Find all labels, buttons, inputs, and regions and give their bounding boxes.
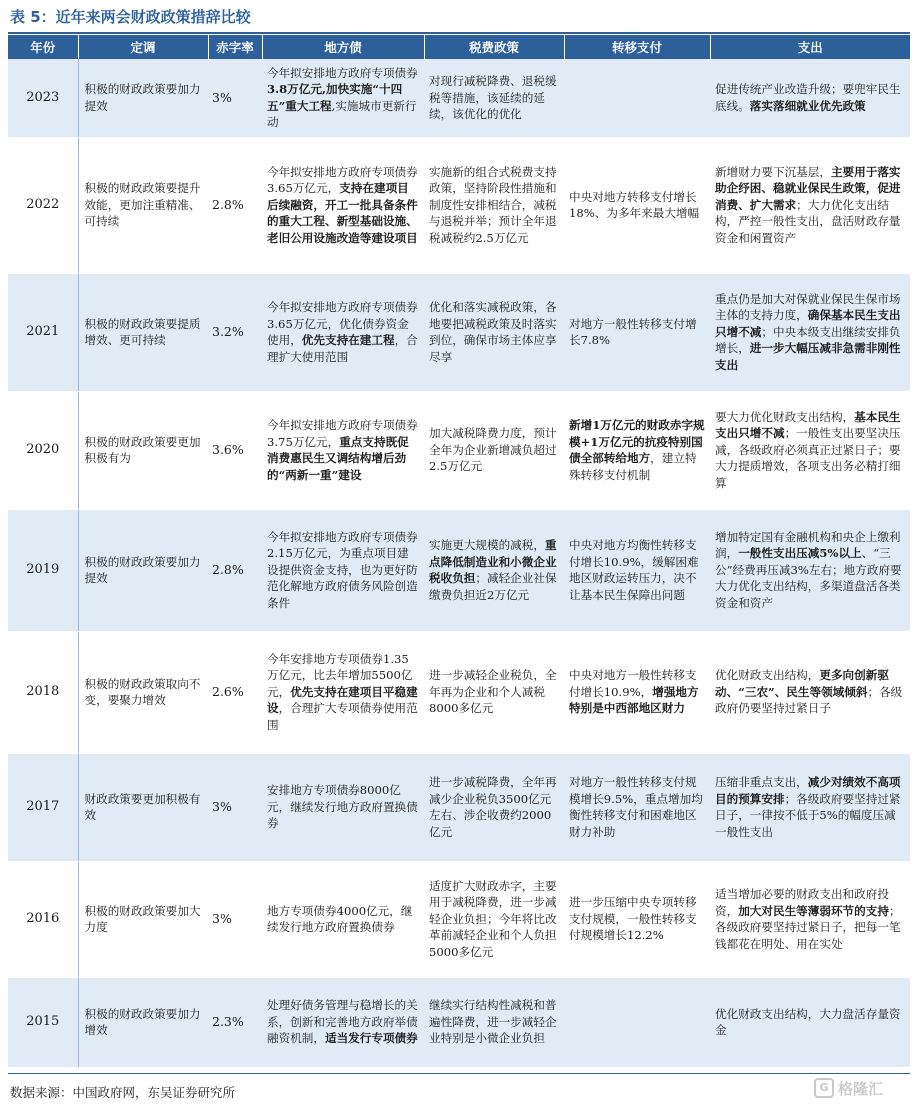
cell-text: 今年拟安排地方政府专项债券3.75万亿元， — [267, 418, 418, 449]
tax-cell — [424, 631, 564, 753]
header-tax-policy: 税费政策 — [424, 35, 564, 59]
emphasis-text: 优先支持在建项目平稳建设 — [267, 684, 418, 716]
local-debt-cell — [262, 977, 424, 1067]
spending-cell — [710, 977, 910, 1067]
emphasis-text: 适当发行专项债券 — [324, 1031, 418, 1046]
cell-text: 地方专项债券4000亿元，继续发行地方政府置换债券 — [267, 903, 413, 934]
cell-text: 新增财力要下沉基层， — [715, 164, 831, 179]
header-row — [8, 35, 910, 59]
emphasis-text: 增强地方特别是中西部地区财力 — [569, 684, 699, 716]
year-cell: 2018 — [8, 631, 78, 753]
header-stance: 定调 — [78, 35, 208, 59]
cell-text: 、“三公”经费再压减3%左右；地方政府要大力优化支出结构，多渠道盘活各类资金和资产 — [715, 546, 902, 610]
cell-text: 加大减税降费力度，预计全年为企业新增减负超过2.5万亿元 — [429, 426, 557, 474]
title-rule — [8, 32, 910, 34]
cell-text: 今年拟安排地方政府专项债券3.65万亿元， — [267, 164, 418, 196]
deficit-rate-cell: 3% — [208, 59, 262, 137]
transfer-cell — [564, 753, 710, 861]
cell-text: 要大力优化财政支出结构， — [715, 409, 855, 424]
header-year: 年份 — [8, 35, 78, 59]
cell-text: 进一步压缩中央专项转移支付规模，一般性转移支付规模增长12.2% — [569, 895, 697, 943]
cell-text: 中央对地方均衡性转移支付增长10.9%，缓解困难地区财政运转压力，决不让基本民生保障出问题 — [569, 538, 699, 602]
tax-cell — [424, 861, 564, 977]
year-cell: 2016 — [8, 861, 78, 977]
deficit-rate-cell: 3% — [208, 861, 262, 977]
transfer-cell — [564, 509, 710, 631]
cell-text: ，建立特殊转移支付机制 — [569, 451, 697, 482]
transfer-cell — [564, 273, 710, 391]
cell-text: 优化财政支出结构， — [715, 668, 820, 683]
table-row — [8, 137, 910, 273]
transfer-cell — [564, 137, 710, 273]
cell-text: 今年拟安排地方政府专项债券2.15万亿元，为重点项目建设提供资金支持，也为更好防范化解地方政府债务风险创造条件 — [267, 529, 418, 610]
emphasis-text: 更多向创新驱动、“三农”、民生等领域倾斜 — [715, 668, 889, 699]
cell-text: ；中央本级支出继续安排负增长， — [715, 324, 901, 356]
cell-text: 促进传统产业改造升级；要兜牢民生底线。 — [715, 82, 901, 113]
spending-cell — [710, 509, 910, 631]
cell-text: ；大力优化支出结构，严控一般性支出，盘活财政存量资金和闲置资产 — [715, 197, 901, 245]
tax-cell — [424, 59, 564, 137]
logo-text: 格隆汇 — [838, 1079, 884, 1098]
cell-text: ；一般性支出要坚决压减，各级政府必须真正过紧日子；要大力提质增效，各项支出务必精打细算 — [715, 426, 901, 490]
tax-cell — [424, 977, 564, 1067]
cell-text: 安排地方专项债券8000亿元，继续发行地方政府置换债券 — [267, 783, 418, 831]
emphasis-text: 重点支持既促消费惠民生又调结构增后劲的“两新一重”建设 — [267, 434, 409, 482]
cell-text: 重点仍是加大对保就业保民生保市场主体的支持力度， — [715, 291, 901, 323]
spending-cell — [710, 59, 910, 137]
emphasis-text: 减少对绩效不高项目的预算安排 — [715, 775, 901, 806]
spending-cell — [710, 273, 910, 391]
local-debt-cell — [262, 391, 424, 509]
cell-text: 中央对地方一般性转移支付增长10.9%， — [569, 668, 697, 699]
local-debt-cell — [262, 753, 424, 861]
deficit-rate-cell: 2.8% — [208, 509, 262, 631]
table-title: 表 5：近年来两会财政政策措辞比较 — [10, 8, 251, 26]
cell-text: ；各级政府仍要坚持过紧日子 — [715, 684, 903, 716]
watermark-logo — [814, 1076, 894, 1100]
cell-text: 今年安排地方专项债券1.35万亿元，比去年增加5500亿元， — [267, 651, 413, 699]
local-debt-cell — [262, 861, 424, 977]
emphasis-text: 加大对民生等薄弱环节的支持 — [738, 903, 889, 918]
table-row — [8, 977, 910, 1067]
cell-text: 处理好债务管理与稳增长的关系，创新和完善地方政府举债融资机制， — [267, 998, 418, 1046]
policy-comparison-table — [8, 35, 910, 1068]
table-row — [8, 273, 910, 391]
header-local-debt: 地方债 — [262, 35, 424, 59]
cell-text: 增加特定国有金融机构和央企上缴利润， — [715, 529, 901, 561]
cell-text: 适当增加必要的财政支出和政府投资， — [715, 887, 889, 918]
emphasis-text: 确保基本民生支出只增不减 — [715, 308, 901, 339]
year-cell: 2023 — [8, 59, 78, 137]
deficit-rate-cell: 3.6% — [208, 391, 262, 509]
transfer-cell — [564, 977, 710, 1067]
logo-icon: G — [814, 1078, 834, 1098]
transfer-cell — [564, 861, 710, 977]
local-debt-cell — [262, 137, 424, 273]
stance-cell: 积极的财政政策要提质增效、更可持续 — [78, 273, 208, 391]
cell-text: 实施更大规模的减税， — [429, 538, 545, 552]
emphasis-text: 支持在建项目后续融资，开工一批具备条件的重大工程、新型基础设施、老旧公用设施改造等建设项目 — [267, 181, 418, 245]
year-cell: 2015 — [8, 977, 78, 1067]
header-deficit-rate: 赤字率 — [208, 35, 262, 59]
table-row — [8, 861, 910, 977]
stance-cell: 积极的财政政策要加力增效 — [78, 977, 208, 1067]
bottom-rule — [8, 1073, 910, 1074]
deficit-rate-cell: 3% — [208, 753, 262, 861]
table-row — [8, 753, 910, 861]
cell-text: ；各级政府要坚持过紧日子，一律按不低于5%的幅度压减一般性支出 — [715, 791, 901, 839]
cell-text: 对现行减税降费、退税缓税等措施，该延续的延续，该优化的优化 — [429, 74, 557, 121]
local-debt-cell — [262, 273, 424, 391]
local-debt-cell — [262, 59, 424, 137]
stance-cell: 积极的财政政策要加力提效 — [78, 59, 208, 137]
transfer-cell — [564, 391, 710, 509]
cell-text: 进一步减税降费，全年再减少企业税负3500亿元左右、涉企收费约2000亿元 — [429, 775, 557, 839]
emphasis-text: 一般性支出压减5%以上 — [738, 546, 862, 561]
spending-cell — [710, 631, 910, 753]
stance-cell: 积极的财政政策取向不变，要聚力增效 — [78, 631, 208, 753]
emphasis-text: 主要用于落实助企纾困、稳就业保民生政策，促进消费、扩大需求 — [715, 164, 901, 212]
source-note: 数据来源：中国政府网，东吴证券研究所 — [10, 1085, 236, 1100]
emphasis-text: 3.8万亿元,加快实施“十四五”重大工程 — [267, 82, 403, 113]
cell-text: 今年拟安排地方政府专项债券 — [267, 65, 418, 80]
cell-text: 优化财政支出结构，大力盘活存量资金 — [715, 1006, 901, 1037]
emphasis-text: 重点降低制造业和小微企业税收负担 — [429, 538, 557, 585]
stance-cell: 财政政策要更加积极有效 — [78, 753, 208, 861]
stance-cell: 积极的财政政策要加大力度 — [78, 861, 208, 977]
spending-cell — [710, 753, 910, 861]
year-cell: 2020 — [8, 391, 78, 509]
cell-text: 今年拟安排地方政府专项债券3.65万亿元，优化债券资金使用， — [267, 300, 418, 347]
local-debt-cell — [262, 509, 424, 631]
cell-text: ；各级政府要坚持过紧日子，把每一笔钱都花在明处、用在实处 — [715, 903, 901, 951]
deficit-rate-cell: 2.3% — [208, 977, 262, 1067]
table-row — [8, 391, 910, 509]
header-spending: 支出 — [710, 35, 910, 59]
cell-text: 对地方一般性转移支付增长7.8% — [569, 316, 697, 347]
deficit-rate-cell: 2.6% — [208, 631, 262, 753]
stance-cell: 积极的财政政策要提升效能，更加注重精准、可持续 — [78, 137, 208, 273]
stance-cell: 积极的财政政策要加力提效 — [78, 509, 208, 631]
spending-cell — [710, 137, 910, 273]
table-row — [8, 631, 910, 753]
cell-text: 优化和落实减税政策，各地要把减税政策及时落实到位，确保市场主体应享尽享 — [429, 300, 557, 364]
tax-cell — [424, 137, 564, 273]
header-transfer: 转移支付 — [564, 35, 710, 59]
deficit-rate-cell: 2.8% — [208, 137, 262, 273]
table-row — [8, 509, 910, 631]
cell-text: 实施新的组合式税费支持政策，坚持阶段性措施和制度性安排相结合，减税与退税并举；预计全年退税减税约2.5万亿元 — [429, 164, 557, 245]
cell-text: 进一步减轻企业税负，全年再为企业和个人减税8000多亿元 — [429, 668, 557, 716]
emphasis-text: 进一步大幅压减非急需非刚性支出 — [715, 341, 901, 372]
year-cell: 2022 — [8, 137, 78, 273]
emphasis-text: 落实落细就业优先政策 — [749, 98, 866, 113]
emphasis-text: 优先支持在建工程 — [301, 333, 395, 347]
transfer-cell — [564, 59, 710, 137]
table-row — [8, 59, 910, 137]
transfer-cell — [564, 631, 710, 753]
stance-cell: 积极的财政政策要更加积极有为 — [78, 391, 208, 509]
tax-cell — [424, 509, 564, 631]
spending-cell — [710, 391, 910, 509]
cell-text: 对地方一般性转移支付规模增长9.5%，重点增加均衡性转移支付和困难地区财力补助 — [569, 775, 703, 839]
year-cell: 2019 — [8, 509, 78, 631]
tax-cell — [424, 391, 564, 509]
spending-cell — [710, 861, 910, 977]
emphasis-text: 基本民生支出只增不减 — [715, 409, 901, 441]
cell-text: ；减轻企业社保缴费负担近2万亿元 — [429, 571, 557, 602]
emphasis-text: 新增1万亿元的财政赤字规模+1万亿元的抗疫特别国债全部转给地方 — [569, 418, 705, 465]
year-cell: 2017 — [8, 753, 78, 861]
tax-cell — [424, 273, 564, 391]
year-cell: 2021 — [8, 273, 78, 391]
tax-cell — [424, 753, 564, 861]
cell-text: ，合理扩大专项债券使用范围 — [267, 701, 418, 732]
local-debt-cell — [262, 631, 424, 753]
cell-text: 继续实行结构性减税和普遍性降费，进一步减轻企业特别是小微企业负担 — [429, 998, 557, 1046]
cell-text: ，合理扩大使用范围 — [267, 333, 418, 364]
deficit-rate-cell: 3.2% — [208, 273, 262, 391]
cell-text: 适度扩大财政赤字，主要用于减税降费，进一步减轻企业负担；今年将比改革前减轻企业和个人负担5000多亿元 — [429, 878, 557, 959]
cell-text: 压缩非重点支出， — [715, 775, 808, 789]
cell-text: 中央对地方转移支付增长18%、为多年来最大增幅 — [569, 189, 700, 220]
cell-text: ,实施城市更新行动 — [267, 98, 417, 130]
